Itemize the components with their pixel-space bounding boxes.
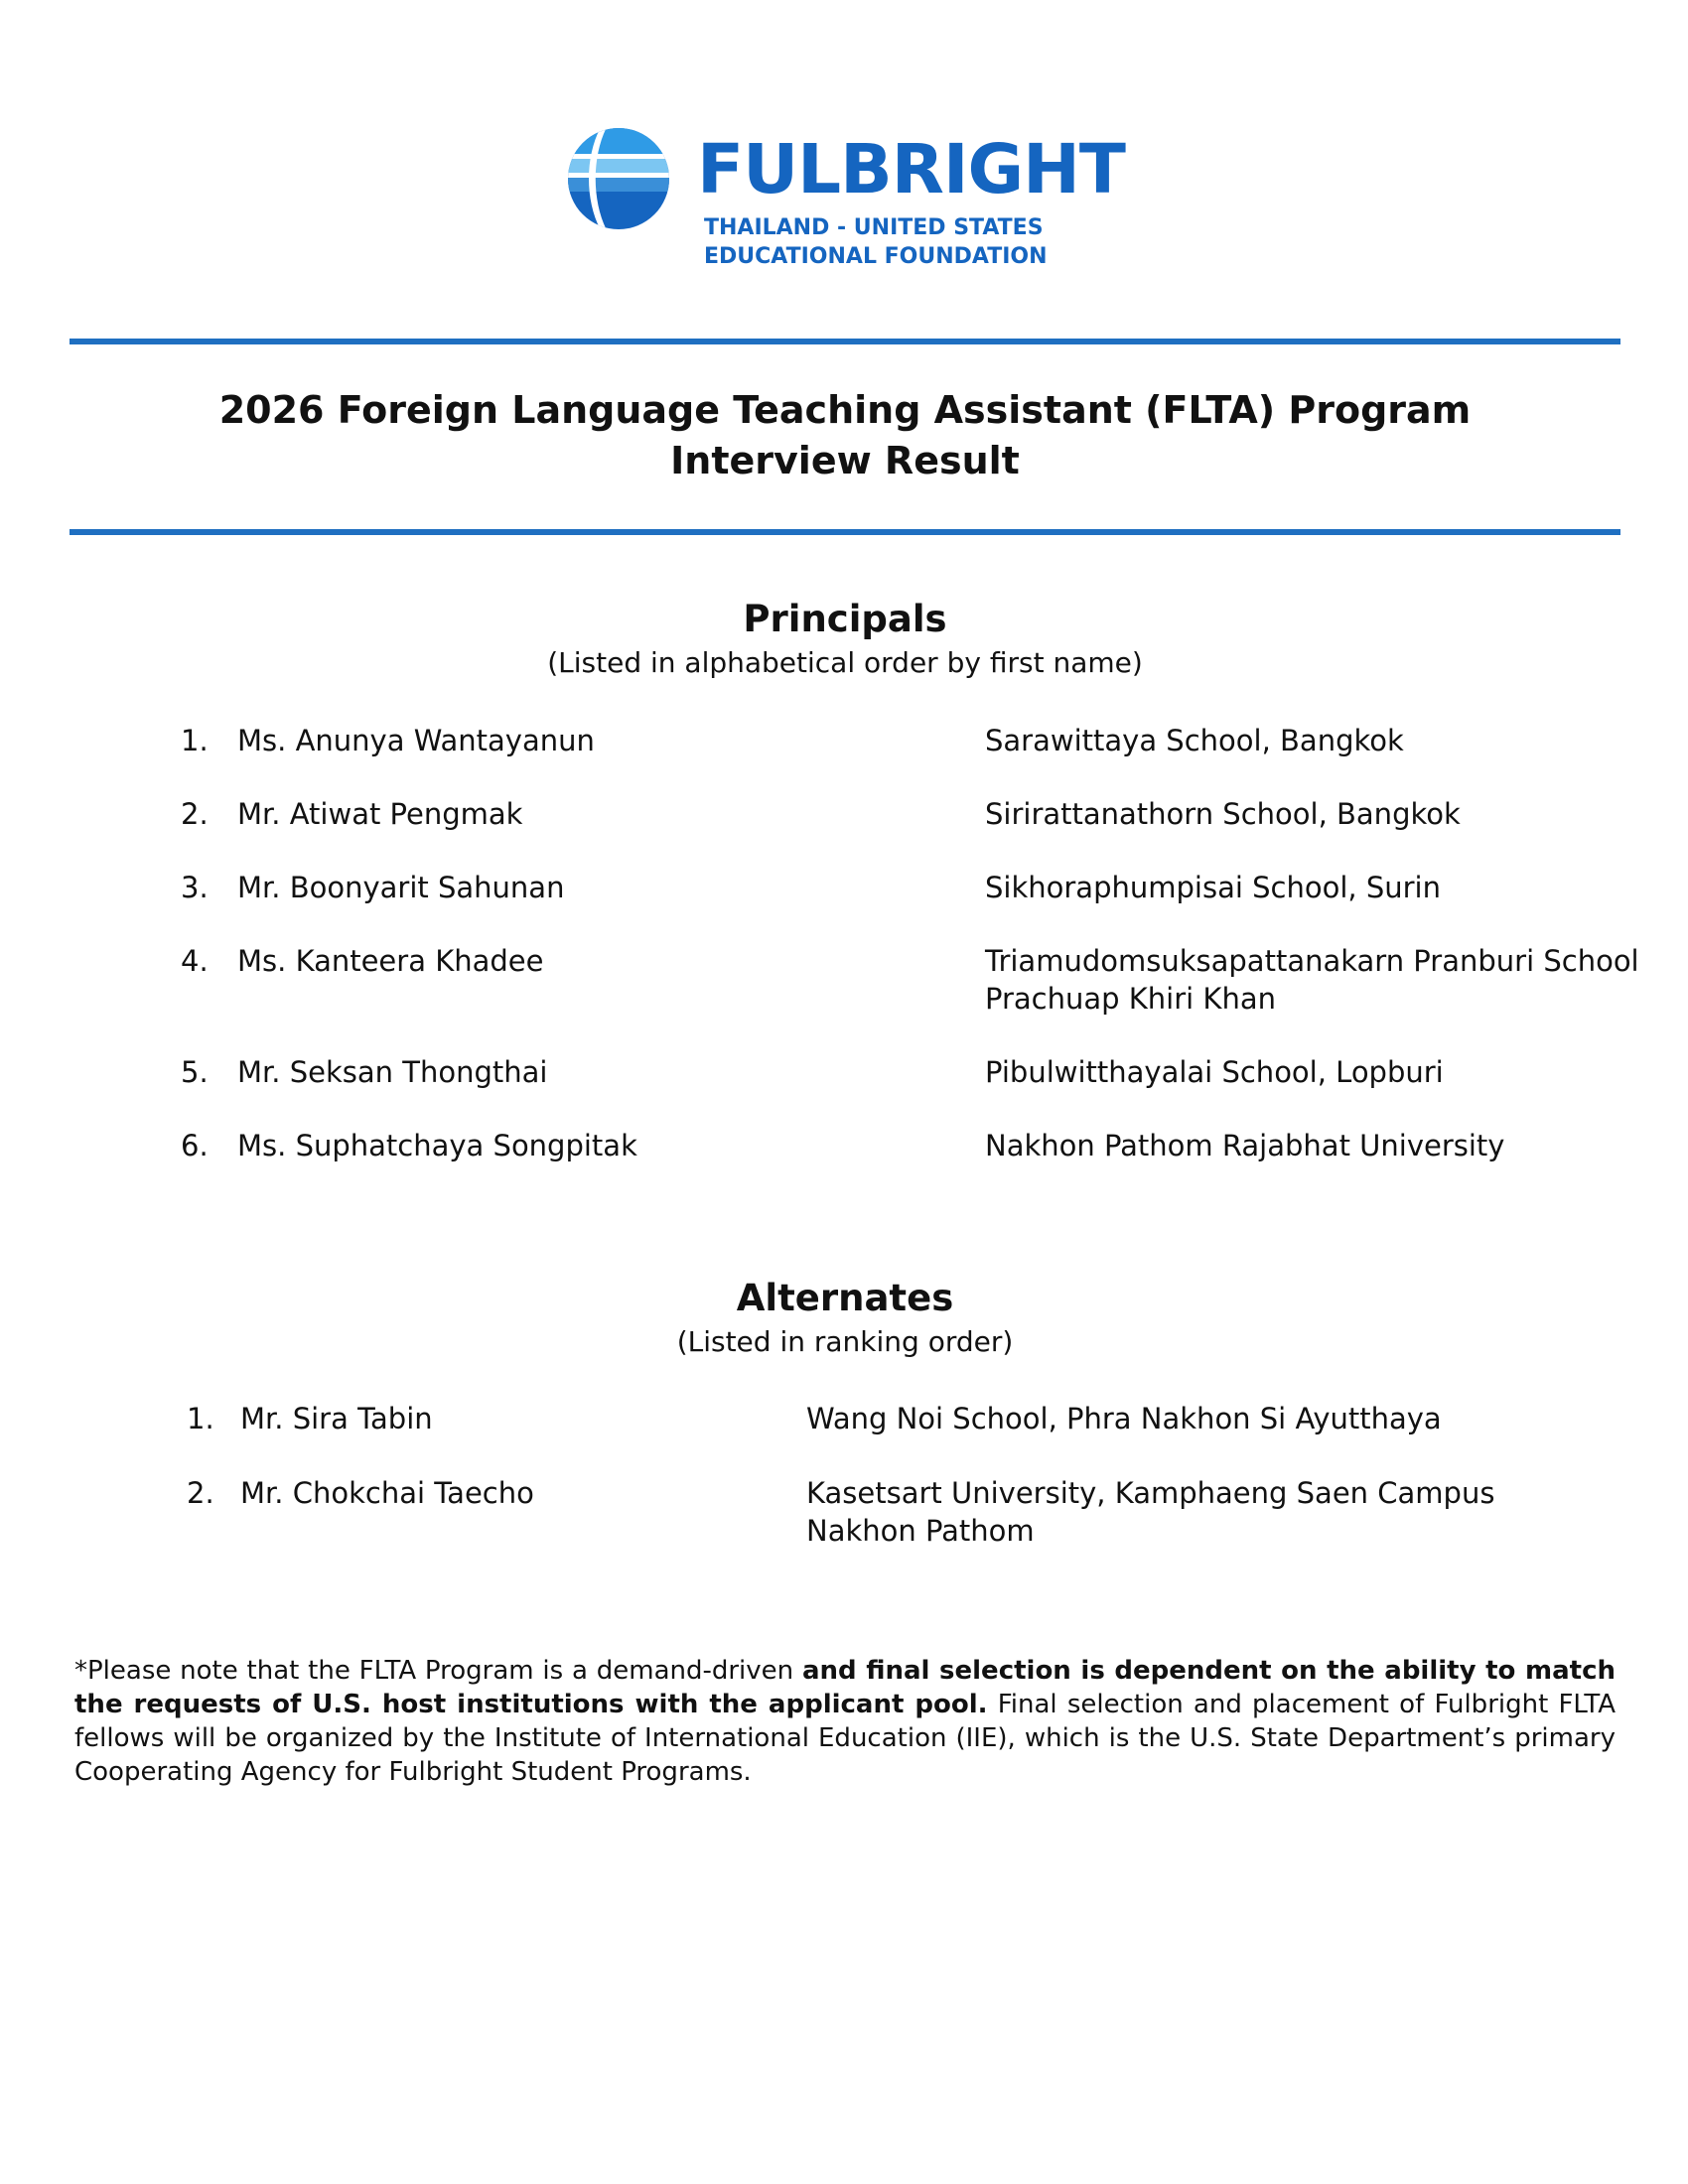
entry-name: Ms. Anunya Wantayanun [237,724,595,757]
alternates-heading: Alternates [736,1277,954,1319]
entry-institution [985,1053,1688,1091]
fulbright-globe-icon [567,127,670,230]
document-title [70,385,1620,486]
principals-heading: Principals [743,598,947,640]
top-divider [70,339,1620,344]
logo-subtitle-line1: THAILAND - UNITED STATES [704,215,1044,240]
entry-number: 6. [181,1129,209,1162]
institution-line: Kasetsart University, Kamphaeng Saen Campus [806,1476,1495,1510]
entry-institution [985,869,1688,906]
institution-line: Sirirattanathorn School, Bangkok [985,797,1461,831]
entry-institution [806,1474,1561,1550]
institution-line: Prachuap Khiri Khan [985,982,1276,1016]
logo-subtitle-line2: EDUCATIONAL FOUNDATION [704,244,1048,269]
entry-number: 1. [187,1402,214,1435]
entry-institution [985,722,1688,759]
institution-line: Sikhoraphumpisai School, Surin [985,871,1441,904]
selection-note [74,1654,1616,1789]
fulbright-logo [567,127,1123,276]
entry-number: 4. [181,944,209,978]
entry-name: Mr. Boonyarit Sahunan [237,871,565,904]
institution-line: Nakhon Pathom [806,1514,1035,1548]
entry-name: Ms. Kanteera Khadee [237,944,544,978]
entry-name: Ms. Suphatchaya Songpitak [237,1129,637,1162]
entry-name: Mr. Sira Tabin [240,1402,433,1435]
entry-institution [985,942,1688,1018]
institution-line: Sarawittaya School, Bangkok [985,724,1404,757]
entry-institution [985,1127,1688,1164]
entry-name: Mr. Atiwat Pengmak [237,797,523,831]
entry-institution [985,795,1688,833]
bottom-divider [70,529,1620,535]
logo-wordmark: FULBRIGHT [697,130,1125,209]
entry-number: 2. [181,797,209,831]
title-line-2: Interview Result [670,439,1020,482]
entry-number: 1. [181,724,209,757]
entry-number: 2. [187,1476,214,1510]
institution-line: Pibulwitthayalai School, Lopburi [985,1055,1444,1089]
institution-line: Wang Noi School, Phra Nakhon Si Ayutthaya [806,1402,1442,1435]
entry-number: 5. [181,1055,209,1089]
entry-name: Mr. Chokchai Taecho [240,1476,534,1510]
institution-line: Nakhon Pathom Rajabhat University [985,1129,1505,1162]
note-bold-text: and final selection is dependent on the ability to match the requests of U.S. host institutions with the applicant pool. [74,1656,1616,1719]
entry-number: 3. [181,871,209,904]
title-line-1: 2026 Foreign Language Teaching Assistant (FLTA) Program [218,388,1472,432]
note-text-end: Final selection and placement of Fulbright FLTA fellows will be organized by the Institute of International Education (IIE), which is the U.S. State Department’s primary Cooperating Agency for Fulbright Student Programs. [74,1690,1616,1787]
institution-line: Triamudomsuksapattanakarn Pranburi School [985,944,1639,978]
principals-subtitle: (Listed in alphabetical order by first name) [547,646,1143,679]
alternates-subtitle: (Listed in ranking order) [676,1325,1014,1358]
note-text-start: *Please note that the FLTA Program is a demand-driven [74,1656,802,1686]
entry-name: Mr. Seksan Thongthai [237,1055,548,1089]
entry-institution [806,1400,1561,1437]
